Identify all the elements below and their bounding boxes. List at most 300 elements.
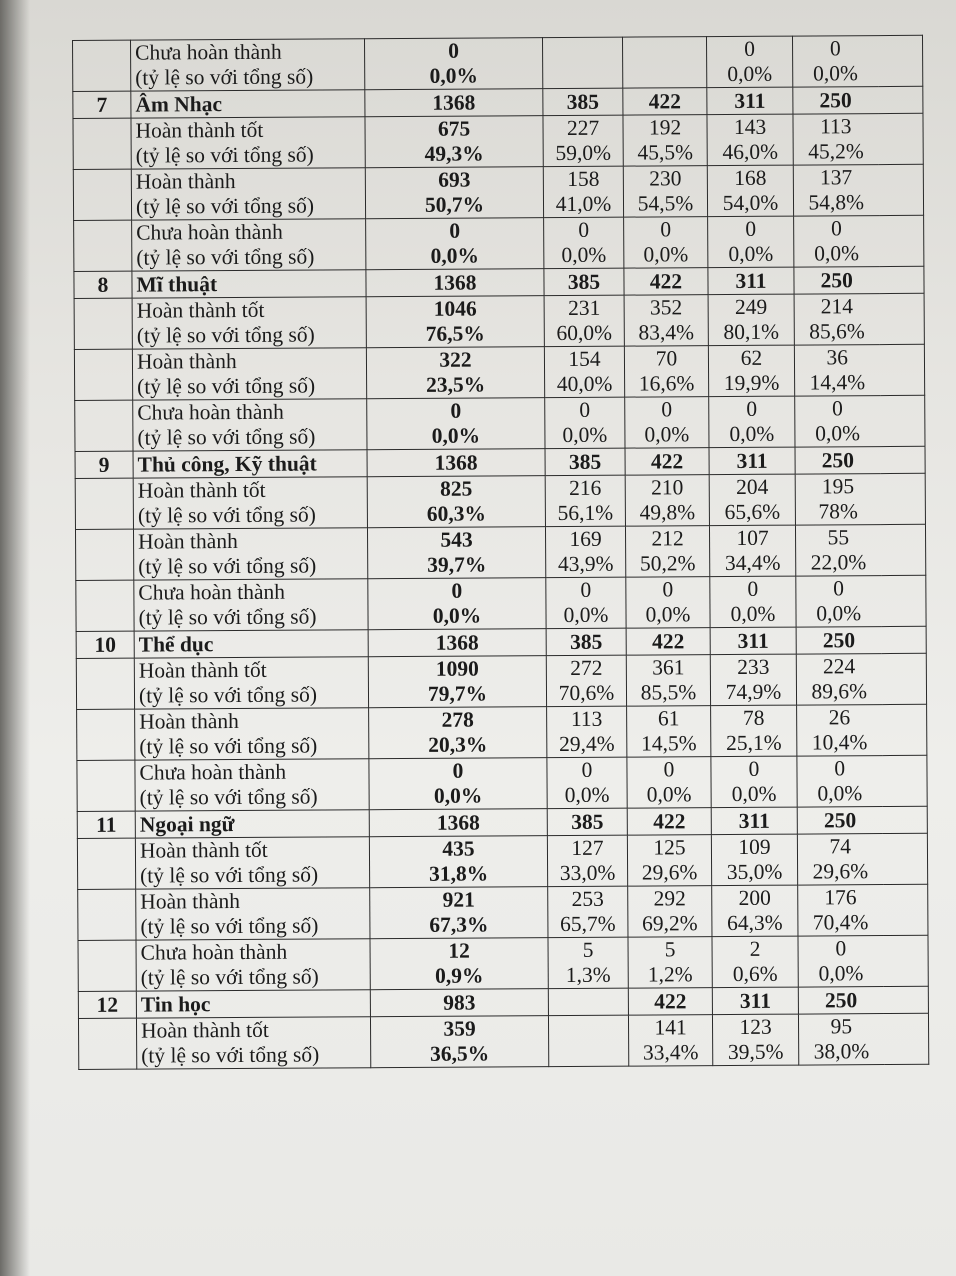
grade-col-3: [708, 345, 794, 397]
total-cell: [369, 758, 547, 810]
grade-4-percent: 0,0%: [812, 61, 858, 86]
grade-col-4: [794, 345, 879, 397]
grade-col-4: [794, 216, 879, 268]
category-cell: [132, 348, 366, 400]
grade-3-count: 2: [749, 936, 761, 961]
grade-col-2: [624, 268, 708, 296]
grade-col-1: [545, 448, 625, 475]
empty-cell: [879, 215, 924, 266]
grade-col-2: [625, 397, 709, 449]
grade-col-3: [708, 294, 794, 346]
total-cell: [370, 938, 548, 990]
category-cell: [132, 219, 366, 271]
total-count: 825: [440, 476, 473, 501]
grade-4-percent: 45,2%: [808, 139, 864, 164]
total-percent: 0,0%: [431, 423, 481, 448]
grade-4-count: 224: [822, 654, 856, 679]
grade-1-value: 385: [569, 629, 603, 654]
table-row: [74, 293, 924, 349]
category-sublabel: (tỷ lệ so với tổng số): [136, 244, 315, 270]
table-row: [75, 524, 925, 580]
empty-cell: [877, 35, 922, 86]
category-cell: [136, 939, 370, 991]
grade-col-3: [706, 36, 792, 88]
grade-col-2: [623, 115, 707, 167]
grade-4-percent: 89,6%: [811, 679, 868, 704]
grade-4-count: 195: [821, 474, 855, 499]
table-row: [75, 473, 925, 529]
grade-1-count: 0: [579, 397, 591, 422]
grade-1-count: 154: [568, 346, 601, 371]
total-cell: [370, 989, 548, 1017]
empty-cell: [881, 626, 926, 653]
grade-4-percent: 0,0%: [815, 421, 861, 446]
category-cell: [134, 657, 368, 709]
total-count: 12: [448, 938, 470, 963]
table-body: [73, 35, 929, 1069]
grade-col-3: [707, 165, 793, 217]
grade-4-count: 74: [829, 834, 852, 859]
grade-col-1: [544, 346, 624, 397]
subject-name-cell: [131, 90, 365, 118]
category-cell: [134, 579, 368, 631]
subject-index: 7: [96, 92, 108, 117]
index-cell: [76, 580, 134, 631]
grade-3-percent: 34,4%: [724, 550, 781, 576]
grade-col-4: [794, 294, 879, 346]
grade-3-count: 109: [738, 834, 771, 859]
grade-2-percent: 0,0%: [643, 242, 689, 267]
grade-3-percent: 39,5%: [727, 1039, 784, 1065]
index-cell: [74, 220, 132, 271]
grade-1-count: 0: [580, 577, 592, 602]
total-count: 0: [449, 218, 461, 243]
category-sublabel: (tỷ lệ so với tổng số): [136, 322, 315, 348]
total-cell: [370, 1016, 548, 1068]
grade-3-percent: 46,0%: [722, 139, 779, 165]
category-label: Chưa hoàn thành: [139, 759, 287, 785]
grade-4-percent: 78%: [818, 499, 858, 524]
document-sheet: [72, 35, 928, 1070]
total-count: 693: [438, 167, 471, 192]
grade-col-4: [795, 447, 880, 475]
grade-col-2: [627, 808, 711, 836]
grade-3-percent: 19,9%: [723, 370, 780, 396]
grade-2-count: 125: [653, 835, 686, 860]
grade-col-4: [793, 87, 878, 115]
grade-col-1: [547, 706, 627, 757]
total-percent: 49,3%: [424, 141, 484, 166]
category-sublabel: (tỷ lệ so với tổng số): [140, 913, 319, 939]
empty-cell: [881, 575, 926, 626]
category-cell: [131, 117, 365, 169]
grade-col-3: [708, 267, 794, 295]
total-cell: [368, 629, 546, 657]
table-row: [73, 164, 923, 220]
grade-4-count: 214: [820, 294, 854, 319]
total-count: 0: [452, 758, 464, 783]
grade-2-count: 292: [653, 886, 686, 911]
grade-col-2: [628, 1015, 712, 1067]
grade-col-2: [627, 757, 711, 809]
total-percent: 0,0%: [430, 243, 480, 268]
grade-4-count: 0: [830, 216, 842, 241]
total-value: 1368: [433, 270, 477, 295]
grade-3-count: 0: [745, 216, 757, 241]
grade-3-value: 311: [735, 268, 767, 293]
category-label: Hoàn thành tốt: [140, 1017, 269, 1043]
total-cell: [364, 38, 542, 90]
subject-name: Tin học: [140, 992, 211, 1017]
category-label: Hoàn thành tốt: [138, 657, 267, 683]
category-label: Hoàn thành: [136, 349, 237, 374]
grade-col-1: [548, 988, 628, 1015]
total-count: 322: [439, 347, 472, 372]
grade-1-value: 385: [568, 449, 602, 474]
grade-col-1: [543, 115, 623, 166]
empty-cell: [883, 986, 928, 1013]
grade-col-1: [548, 1015, 628, 1066]
index-cell: [73, 40, 131, 91]
grade-3-value: 311: [736, 448, 768, 473]
table-row: [75, 395, 925, 451]
grade-2-count: 352: [649, 295, 683, 320]
grade-col-3: [712, 936, 798, 988]
grade-col-4: [796, 627, 881, 655]
grade-2-percent: 0,0%: [645, 602, 691, 627]
index-cell: [78, 940, 136, 991]
grade-4-percent: 70,4%: [812, 910, 869, 935]
grade-2-count: 230: [649, 166, 682, 191]
grade-col-4: [793, 165, 878, 217]
grade-col-1: [545, 526, 625, 577]
grade-4-percent: 0,0%: [817, 781, 863, 806]
empty-cell: [880, 524, 925, 575]
empty-cell: [878, 86, 923, 113]
grade-col-2: [623, 166, 707, 218]
total-count: 0: [448, 38, 460, 63]
index-cell: [73, 169, 131, 220]
subject-name-cell: [132, 270, 366, 298]
grade-1-percent: 0,0%: [561, 242, 607, 268]
grade-4-percent: 0,0%: [818, 961, 864, 986]
grade-2-count: 192: [648, 115, 682, 140]
grade-col-1: [546, 655, 626, 706]
total-percent: 0,0%: [432, 603, 482, 628]
grade-4-count: 26: [828, 705, 851, 730]
index-cell: [77, 760, 135, 811]
grade-3-value: 311: [738, 808, 770, 833]
subject-index-cell: [78, 991, 136, 1018]
grade-col-3: [709, 525, 795, 577]
grade-4-percent: 10,4%: [811, 730, 868, 755]
total-cell: [367, 476, 545, 528]
grade-col-1: [548, 937, 628, 988]
grade-3-count: 107: [736, 525, 769, 550]
grade-3-count: 200: [738, 885, 771, 910]
grade-4-percent: 54,8%: [808, 190, 865, 215]
grade-col-2: [626, 577, 710, 629]
total-count: 435: [442, 836, 475, 861]
grade-1-percent: 60,0%: [556, 320, 613, 346]
grade-2-percent: 83,4%: [638, 320, 695, 345]
total-count: 921: [442, 887, 475, 912]
subject-index: 11: [96, 812, 117, 837]
total-cell: [369, 707, 547, 759]
grade-3-value: 311: [737, 628, 769, 653]
total-cell: [369, 809, 547, 837]
table-row: [77, 755, 927, 811]
empty-cell: [880, 446, 925, 473]
category-sublabel: (tỷ lệ so với tổng số): [137, 502, 316, 528]
index-cell: [75, 400, 133, 451]
grade-4-count: 176: [824, 885, 857, 910]
grade-4-percent: 85,6%: [809, 319, 865, 344]
grade-4-count: 0: [829, 36, 841, 61]
grade-3-percent: 0,0%: [730, 601, 776, 626]
page-shadow: [0, 0, 30, 1276]
table-row: [78, 1013, 928, 1069]
category-sublabel: (tỷ lệ so với tổng số): [135, 193, 315, 219]
grade-2-value: 422: [653, 809, 686, 834]
grade-2-percent: 33,4%: [642, 1040, 699, 1065]
grade-1-percent: 0,0%: [563, 602, 609, 628]
total-count: 675: [437, 116, 471, 141]
total-count: 359: [443, 1016, 476, 1041]
category-sublabel: (tỷ lệ so với tổng số): [140, 964, 319, 990]
grade-1-percent: 41,0%: [555, 191, 612, 217]
index-cell: [76, 658, 134, 709]
category-sublabel: (tỷ lệ so với tổng số): [139, 733, 318, 759]
total-cell: [369, 836, 547, 888]
grade-col-2: [628, 937, 712, 989]
grade-col-1: [543, 166, 623, 217]
subject-name-cell: [133, 450, 367, 478]
grade-3-count: 0: [744, 36, 756, 61]
table-row: [78, 884, 928, 940]
grade-1-count: 0: [581, 757, 593, 782]
subject-name: Mĩ thuật: [136, 272, 218, 297]
table-row: [73, 113, 923, 169]
grade-col-3: [711, 705, 797, 757]
grade-col-2: [627, 706, 711, 758]
grade-col-3: [710, 654, 796, 706]
grade-col-1: [542, 37, 622, 88]
grade-4-count: 0: [832, 396, 843, 421]
index-cell: [78, 889, 136, 940]
category-cell: [132, 297, 366, 349]
grade-1-count: 272: [570, 655, 603, 680]
grade-col-2: [625, 475, 709, 527]
grade-col-1: [543, 88, 623, 115]
grade-col-4: [795, 525, 880, 577]
empty-cell: [882, 833, 927, 884]
empty-cell: [883, 935, 928, 986]
grade-2-count: 0: [663, 757, 675, 782]
category-label: Hoàn thành tốt: [139, 837, 268, 863]
grade-4-count: 0: [834, 756, 846, 781]
empty-cell: [880, 395, 925, 446]
total-cell: [368, 578, 546, 630]
grade-4-count: 0: [835, 936, 847, 961]
grade-1-percent: 65,7%: [560, 911, 616, 937]
empty-cell: [880, 473, 925, 524]
grade-col-2: [625, 448, 709, 476]
results-table: [72, 35, 929, 1070]
total-cell: [366, 218, 544, 270]
grade-col-4: [793, 114, 878, 166]
grade-3-percent: 74,9%: [725, 679, 782, 705]
grade-col-2: [622, 37, 706, 89]
grade-1-count: 5: [582, 937, 594, 962]
empty-cell: [879, 293, 924, 344]
total-percent: 36,5%: [430, 1041, 490, 1066]
grade-1-percent: 40,0%: [556, 371, 613, 397]
index-cell: [75, 529, 133, 580]
grade-col-2: [625, 526, 709, 578]
total-percent: 60,3%: [426, 501, 487, 526]
grade-2-count: 70: [655, 346, 678, 371]
index-cell: [73, 118, 131, 169]
grade-4-percent: 0,0%: [814, 241, 860, 266]
grade-col-2: [628, 886, 712, 938]
total-percent: 39,7%: [427, 552, 487, 577]
grade-2-percent: 54,5%: [637, 191, 694, 216]
grade-2-value: 422: [649, 269, 683, 294]
grade-col-3: [710, 627, 796, 655]
grade-4-percent: 29,6%: [812, 859, 869, 884]
subject-index-cell: [75, 451, 133, 478]
grade-1-value: 385: [571, 809, 604, 834]
empty-cell: [883, 1013, 928, 1064]
total-cell: [366, 347, 544, 399]
category-cell: [136, 1017, 370, 1069]
grade-3-percent: 25,1%: [725, 730, 782, 756]
grade-2-percent: 45,5%: [637, 140, 694, 165]
table-row: [78, 935, 928, 991]
total-percent: 0,0%: [433, 783, 483, 808]
grade-col-1: [547, 835, 627, 886]
total-value: 1368: [435, 630, 479, 655]
grade-2-value: 422: [648, 89, 682, 114]
grade-1-count: 253: [571, 886, 604, 911]
subject-index: 10: [94, 632, 117, 657]
grade-col-4: [798, 885, 883, 937]
grade-2-count: 210: [651, 475, 684, 500]
subject-index: 9: [98, 452, 110, 477]
grade-2-count: 361: [652, 655, 685, 680]
grade-3-count: 123: [739, 1014, 772, 1039]
empty-cell: [883, 884, 928, 935]
grade-col-3: [712, 1014, 798, 1066]
grade-2-value: 422: [654, 989, 687, 1014]
grade-1-value: 385: [566, 89, 600, 114]
subject-name: Ngoại ngữ: [139, 812, 235, 837]
subject-name: Thủ công, Kỹ thuật: [137, 451, 317, 477]
grade-2-percent: 1,2%: [647, 962, 693, 987]
category-label: Hoàn thành tốt: [136, 297, 265, 323]
index-cell: [74, 298, 132, 349]
grade-3-value: 311: [739, 988, 771, 1013]
grade-4-count: 36: [826, 345, 849, 370]
grade-3-count: 0: [746, 396, 758, 421]
grade-col-1: [547, 757, 627, 808]
table-row: [76, 653, 926, 709]
grade-1-value: 385: [567, 269, 601, 294]
grade-col-4: [797, 756, 882, 808]
grade-col-3: [712, 885, 798, 937]
total-percent: 0,0%: [429, 63, 478, 88]
subject-index: 12: [96, 992, 119, 1017]
subject-index-cell: [76, 631, 134, 658]
grade-col-1: [548, 886, 628, 937]
grade-col-2: [626, 655, 710, 707]
total-percent: 67,3%: [429, 912, 489, 937]
grade-col-3: [709, 474, 795, 526]
category-sublabel: (tỷ lệ so với tổng số): [137, 373, 316, 399]
grade-3-count: 168: [734, 165, 767, 190]
table-row: [77, 833, 927, 889]
grade-1-percent: 59,0%: [555, 140, 612, 166]
total-percent: 23,5%: [425, 372, 486, 397]
empty-cell: [882, 755, 927, 806]
category-sublabel: (tỷ lệ so với tổng số): [135, 64, 314, 90]
grade-2-percent: 50,2%: [639, 551, 696, 576]
grade-col-1: [546, 577, 626, 628]
total-cell: [365, 116, 543, 168]
grade-4-value: 250: [822, 628, 856, 653]
index-cell: [74, 349, 132, 400]
grade-2-count: 0: [660, 217, 672, 242]
grade-1-count: 127: [571, 835, 604, 860]
total-count: 0: [451, 578, 463, 603]
grade-3-percent: 0,0%: [727, 61, 773, 86]
total-count: 543: [440, 527, 473, 552]
grade-4-count: 113: [819, 114, 852, 139]
grade-4-count: 0: [833, 576, 845, 601]
table-row: [76, 575, 926, 631]
grade-3-count: 233: [737, 654, 770, 679]
category-cell: [135, 837, 369, 889]
total-percent: 50,7%: [424, 192, 485, 217]
total-cell: [370, 887, 548, 939]
total-cell: [366, 269, 544, 297]
table-row: [73, 35, 923, 91]
category-label: Hoàn thành: [135, 169, 236, 194]
empty-cell: [879, 344, 924, 395]
category-sublabel: (tỷ lệ so với tổng số): [138, 682, 318, 708]
grade-col-2: [623, 88, 707, 116]
grade-4-percent: 22,0%: [810, 550, 867, 575]
grade-col-3: [707, 87, 793, 115]
grade-2-percent: 0,0%: [644, 422, 690, 447]
grade-4-percent: 0,0%: [816, 601, 862, 626]
subject-name: Âm Nhạc: [135, 92, 223, 117]
subject-index-cell: [77, 811, 135, 838]
grade-4-value: 250: [823, 808, 857, 833]
total-cell: [367, 398, 545, 450]
grade-3-count: 0: [747, 576, 759, 601]
subject-index: 8: [97, 272, 109, 297]
grade-col-4: [795, 474, 880, 526]
grade-2-value: 422: [651, 629, 685, 654]
total-cell: [367, 527, 545, 579]
category-label: Chưa hoàn thành: [140, 939, 288, 965]
grade-1-percent: 70,6%: [558, 680, 615, 706]
grade-1-count: 216: [569, 475, 602, 500]
grade-3-percent: 0,0%: [729, 421, 775, 446]
grade-1-count: 169: [569, 526, 602, 551]
